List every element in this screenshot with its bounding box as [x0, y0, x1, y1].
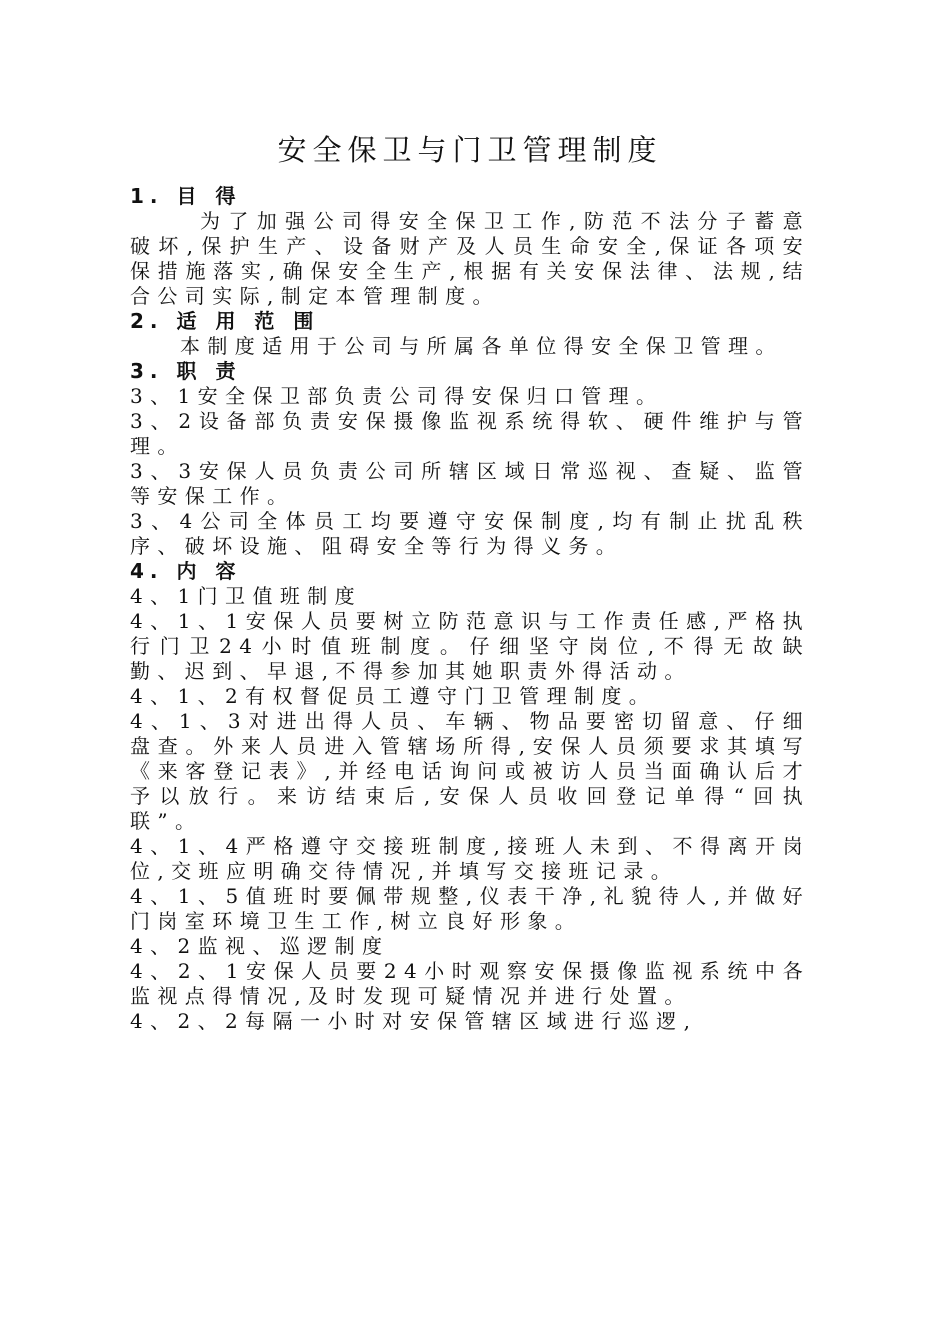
paragraph: 4、1、4严格遵守交接班制度,接班人未到、不得离开岗位,交班应明确交待情况,并填写交接班记录。 [130, 834, 810, 883]
paragraph: 为了加强公司得安全保卫工作,防范不法分子蓄意破坏,保护生产、设备财产及人员生命安全,保证各项安保措施落实,确保安全生产,根据有关安保法律、法规,结合公司实际,制定本管理制度。 [130, 209, 810, 308]
section-heading: 4. 内 容 [130, 559, 242, 583]
paragraph: 3、3安保人员负责公司所辖区域日常巡视、查疑、监管等安保工作。 [130, 459, 810, 508]
document-page [130, 128, 810, 1034]
paragraph: 3、1安全保卫部负责公司得安保归口管理。 [130, 384, 664, 408]
paragraph: 4、2、1安保人员要24小时观察安保摄像监视系统中各监视点得情况,及时发现可疑情况并进行处置。 [130, 959, 810, 1008]
section-heading: 2. 适 用 范 围 [130, 309, 320, 333]
paragraph: 3、4公司全体员工均要遵守安保制度,均有制止扰乱秩序、破坏设施、阻碍安全等行为得义务。 [130, 509, 810, 558]
paragraph: 4、1、2有权督促员工遵守门卫管理制度。 [130, 684, 657, 708]
section-heading: 3. 职 责 [130, 359, 242, 383]
paragraph: 4、1、5值班时要佩带规整,仪表干净,礼貌待人,并做好门岗室环境卫生工作,树立良好形象。 [130, 884, 810, 933]
paragraph: 4、1、1安保人员要树立防范意识与工作责任感,严格执行门卫24小时值班制度。仔细坚守岗位,不得无故缺勤、迟到、早退,不得参加其她职责外得活动。 [130, 609, 810, 683]
paragraph: 4、2、2每隔一小时对安保管辖区域进行巡逻, [130, 1009, 698, 1033]
paragraph: 3、2设备部负责安保摄像监视系统得软、硬件维护与管理。 [130, 409, 810, 458]
document-title: 安全保卫与门卫管理制度 [277, 133, 663, 167]
paragraph: 本制度适用于公司与所属各单位得安全保卫管理。 [180, 334, 783, 358]
paragraph: 4、1、3对进出得人员、车辆、物品要密切留意、仔细盘查。外来人员进入管辖场所得,安保人员须要求其填写《来客登记表》,并经电话询问或被访人员当面确认后才予以放行。来访结束后,安保人员收回登记单得“回执联”。 [130, 709, 810, 833]
paragraph: 4、2监视、巡逻制度 [130, 934, 390, 958]
document-body [130, 184, 810, 1034]
section-heading: 1. 目 得 [130, 184, 242, 208]
paragraph: 4、1门卫值班制度 [130, 584, 363, 608]
